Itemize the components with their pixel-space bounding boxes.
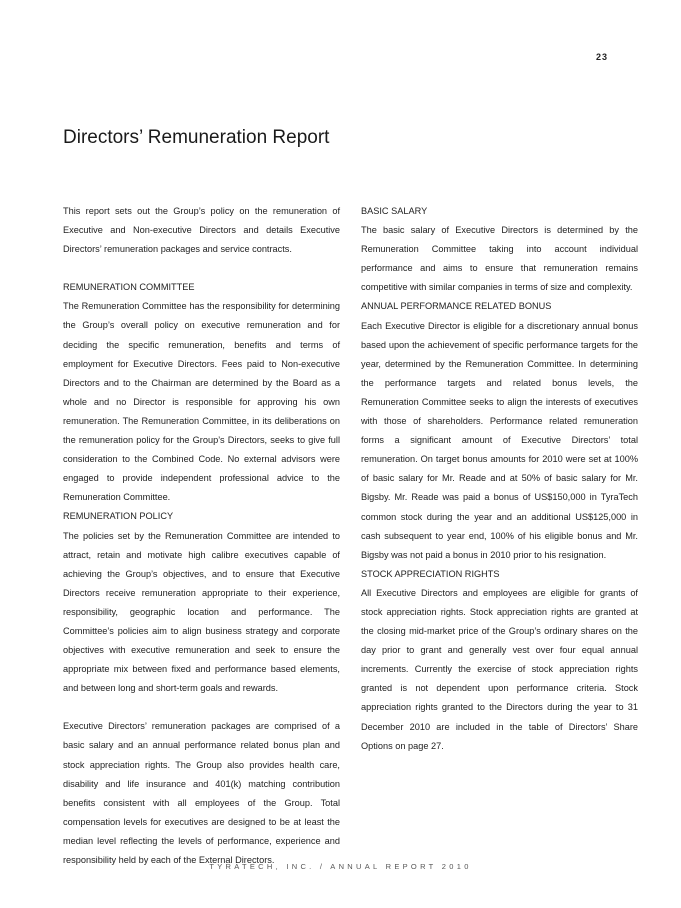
remuneration-policy-section <box>63 507 340 870</box>
section-heading: ANNUAL PERFORMANCE RELATED BONUS <box>361 301 552 312</box>
section-body: The Remuneration Committee has the responsibility for determining the Group’s overall policy on executive remuneration and for deciding the specific remuneration, benefits and terms of employment for Executive Directors. Fees paid to Non-executive Directors and to the Chairman are determined by the Board as a whole and no Director is responsible for approving his own remuneration. The Remuneration Committee, in its deliberations on the remuneration policy for the Group’s Directors, seeks to give full consideration to the Combined Code. No external advisors were engaged to provide independent professional advice to the Remuneration Committee. <box>63 301 340 503</box>
section-heading: BASIC SALARY <box>361 206 428 216</box>
basic-salary-section <box>361 202 638 297</box>
left-column <box>63 202 340 870</box>
section-body: The basic salary of Executive Directors is determined by the Remuneration Committee taking into account individual performance and aims to ensure that remuneration remains competitive with similar companies in terms of size and complexity. <box>361 225 638 293</box>
section-heading: STOCK APPRECIATION RIGHTS <box>361 568 500 579</box>
stock-appreciation-section <box>361 565 638 756</box>
section-heading: REMUNERATION COMMITTEE <box>63 282 195 293</box>
page-title: Directors’ Remuneration Report <box>63 127 330 148</box>
right-column <box>361 202 638 756</box>
section-body: All Executive Directors and employees are eligible for grants of stock appreciation rights. Stock appreciation rights are granted at the closing mid-market price of the Group’s ordinary shares on the day prior to grant and generally vest over four equal annual increments. Currently the exercise of stock appreciation rights granted is not dependent upon performance criteria. Stock appreciation rights granted to the Directors during the year to 31 December 2010 are included in the table of Directors’ Share Options on page 27. <box>361 587 638 751</box>
section-heading: REMUNERATION POLICY <box>63 511 174 522</box>
remuneration-committee-section <box>63 278 340 507</box>
intro-paragraph: This report sets out the Group’s policy on the remuneration of Executive and Non-executive Directors and details Executive Directors’ remuneration packages and service contracts. <box>63 206 340 255</box>
section-body: Each Executive Director is eligible for a discretionary annual bonus based upon the achievement of specific performance targets for the year, determined by the Remuneration Committee. In determining the performance targets and related bonus levels, the Remuneration Committee seeks to align the interests of executives with those of shareholders. Performance related remuneration forms a significant amount of Executive Directors’ total remuneration. On target bonus amounts for 2010 were set at 100% of basic salary for Mr. Reade and at 50% of basic salary for Mr. Bigsby. Mr. Reade was paid a bonus of US$150,000 in TyraTech common stock during the year and an additional US$125,000 in cash subsequent to year end, 100% of his eligible bonus and Mr. Bigsby was not paid a bonus in 2010 prior to his resignation. <box>361 320 638 560</box>
page-footer: TYRATECH, INC. / ANNUAL REPORT 2010 <box>209 862 472 871</box>
section-body: Executive Directors’ remuneration packages are comprised of a basic salary and an annual performance related bonus plan and stock appreciation rights. The Group also provides health care, disability and life insurance and 401(k) matching contribution benefits consistent with all employees of the Group. Total compensation levels for executives are designed to be at least the median level reflecting the levels of performance, experience and responsibility held by each of the External Directors. <box>63 721 340 865</box>
section-body: The policies set by the Remuneration Committee are intended to attract, retain and motivate high calibre executives capable of achieving the Group’s objectives, and to ensure that Executive Directors receive remuneration appropriate to their experience, responsibility, geographic location and performance. The Committee’s policies aim to align business strategy and corporate objectives with executive remuneration and seek to ensure the appropriate mix between fixed and performance based elements, and between long and short-term goals and rewards. <box>63 530 340 694</box>
annual-bonus-section <box>361 297 638 564</box>
page-number: 23 <box>596 52 609 62</box>
